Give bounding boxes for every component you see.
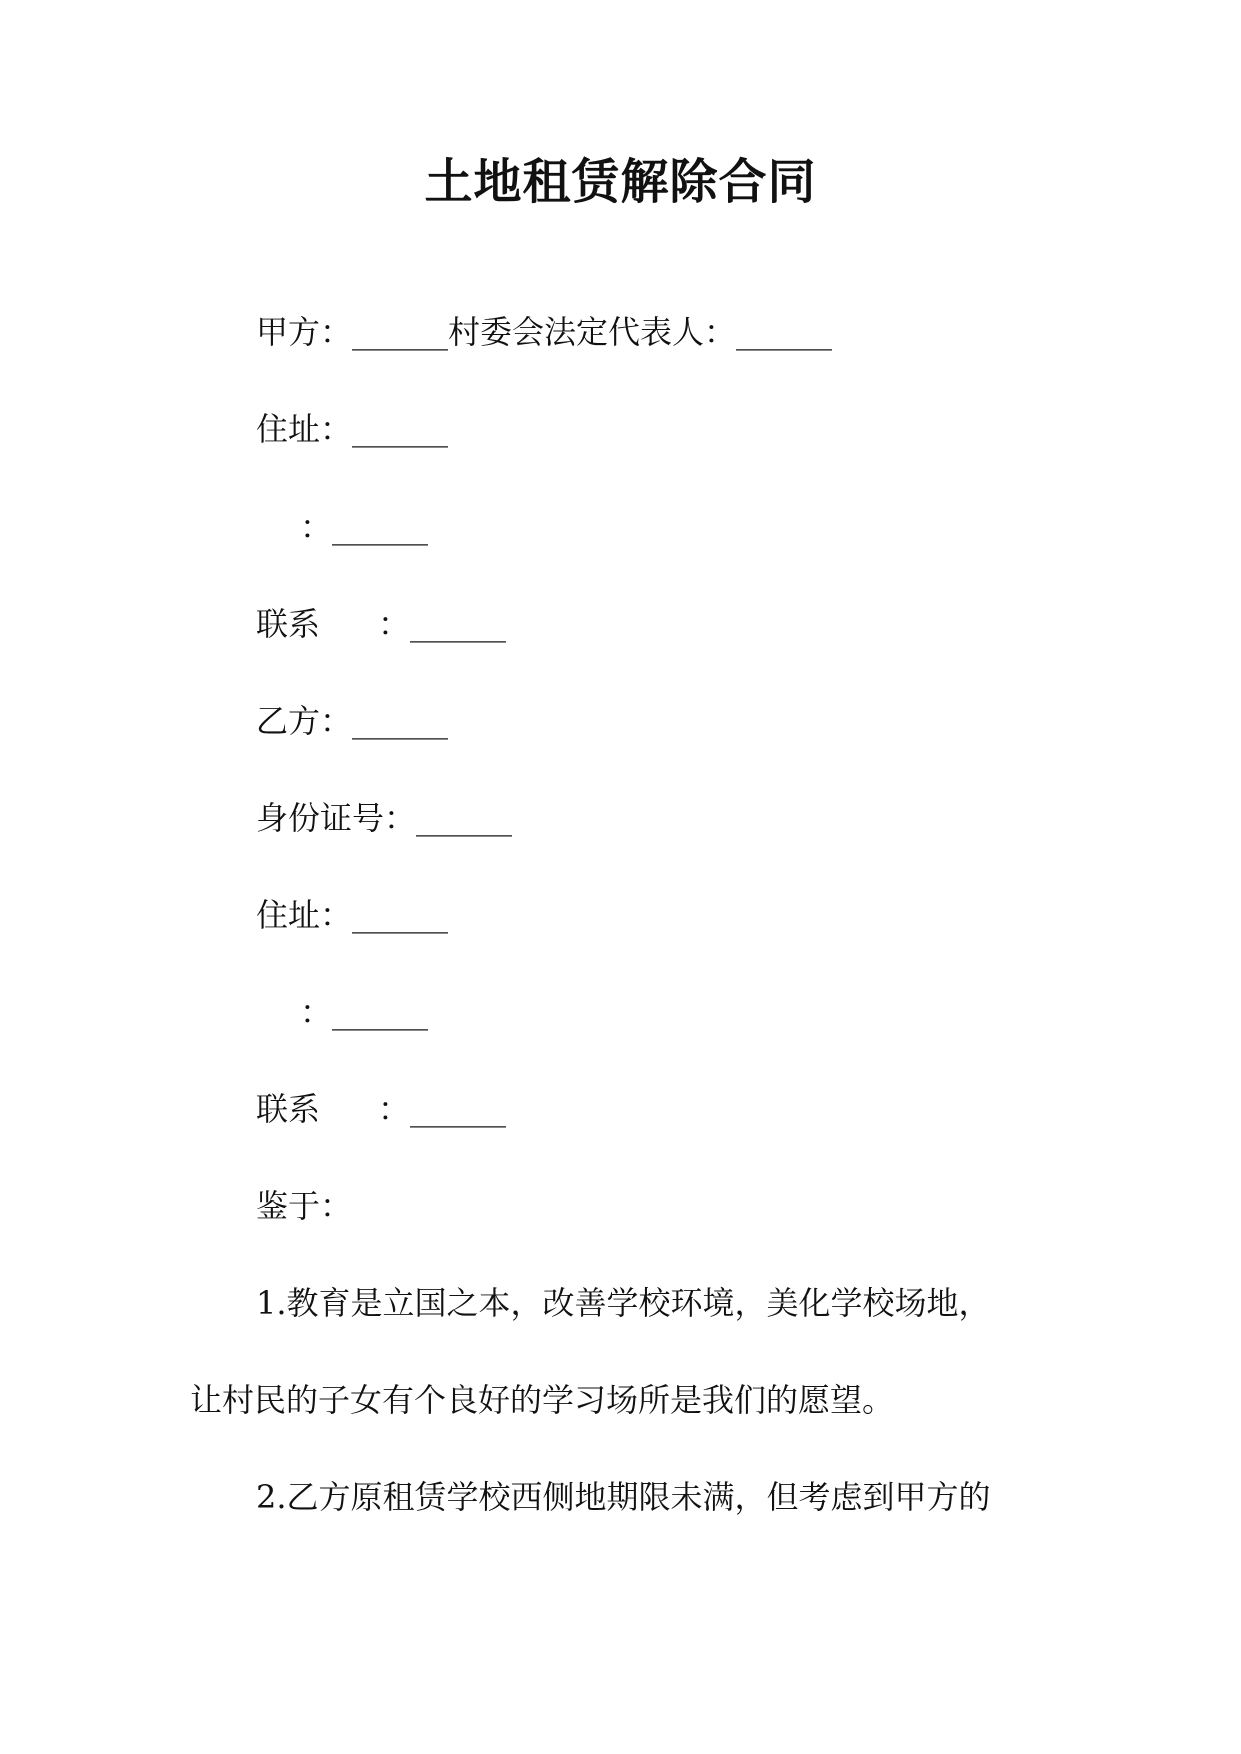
party-a-blank-value: ：______	[300, 508, 429, 546]
whereas-label: 鉴于：	[256, 1187, 353, 1225]
party-a-contact-value: ：______	[378, 605, 507, 643]
party-b-id: 身份证号：______	[256, 799, 513, 837]
party-a-line: 甲方：______村委会法定代表人：______	[256, 313, 833, 351]
party-b-contact-label: 联系	[256, 1090, 321, 1128]
party-b-contact	[256, 1087, 506, 1131]
clause-1-line-1: 1.教育是立国之本，改善学校环境，美化学校场地，	[256, 1284, 991, 1322]
party-a-contact	[256, 602, 506, 646]
clause-1-line-2: 让村民的子女有个良好的学习场所是我们的愿望。	[190, 1381, 895, 1419]
party-b-line: 乙方：______	[256, 702, 449, 740]
clause-2-line-1: 2.乙方原租赁学校西侧地期限未满，但考虑到甲方的	[256, 1478, 991, 1516]
party-a-contact-label: 联系	[256, 605, 321, 643]
party-b-blank-line	[256, 990, 428, 1034]
party-a-blank-line	[256, 505, 428, 549]
party-b-blank-value: ：______	[300, 993, 429, 1031]
party-b-contact-value: ：______	[378, 1090, 507, 1128]
party-b-address: 住址：______	[256, 896, 449, 934]
document-title: 土地租赁解除合同	[424, 154, 817, 210]
party-a-address: 住址：______	[256, 410, 449, 448]
